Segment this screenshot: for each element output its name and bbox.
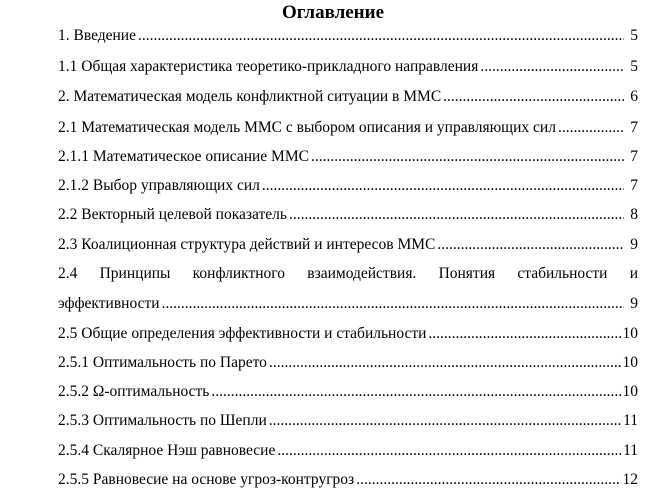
toc-entry-line1[interactable]: [58, 264, 638, 284]
toc-title: Оглавление: [281, 2, 385, 23]
dot-leader: [262, 176, 624, 196]
toc-entry-label: 2.1 Математическая модель ММС с выбором описания и управляющих сил: [58, 119, 556, 136]
toc-entry[interactable]: [58, 205, 638, 225]
dot-leader: [211, 382, 620, 402]
toc-entry-label: 2.5.3 Оптимальность по Шепли: [58, 412, 267, 429]
dot-leader: [138, 26, 624, 46]
toc-entry-page: 9: [630, 236, 638, 253]
toc-entry[interactable]: [58, 118, 638, 138]
toc-entry-page: 10: [622, 325, 638, 342]
toc-entry[interactable]: [58, 26, 638, 46]
toc-entry-page: 7: [630, 148, 638, 165]
dot-leader: [162, 294, 624, 314]
toc-entry[interactable]: [58, 87, 638, 107]
toc-entry-label: 2.5 Общие определения эффективности и стабильности: [58, 325, 427, 342]
dot-leader: [443, 87, 624, 107]
toc-entry-label: 2.4 Принципы конфликтного взаимодействия. Понятия стабильности и: [58, 265, 638, 282]
toc-entry-page: 8: [630, 206, 638, 223]
toc-entry-page: 6: [630, 88, 638, 105]
toc-entry-label: 2.1.2 Выбор управляющих сил: [58, 177, 260, 194]
toc-entry-label: 2.5.2 Ω-оптимальность: [58, 383, 210, 400]
toc-entry[interactable]: [58, 176, 638, 196]
toc-entry[interactable]: [58, 353, 638, 373]
toc-entry[interactable]: [58, 441, 638, 461]
toc-entry-page: 5: [630, 27, 638, 44]
toc-entry-label: 2. Математическая модель конфликтной ситуации в ММС: [58, 88, 442, 105]
toc-entry-label: 2.5.4 Скалярное Нэш равновесие: [58, 442, 276, 459]
toc-entry[interactable]: [58, 235, 638, 255]
toc-entry-page: 10: [622, 383, 638, 400]
toc-entry[interactable]: [58, 470, 638, 490]
toc-entry-label: 2.5.5 Равновесие на основе угроз-контругроз: [58, 471, 355, 488]
toc-entry[interactable]: [58, 382, 638, 402]
dot-leader: [311, 147, 624, 167]
toc-entry-label: эффективности: [58, 295, 160, 312]
toc-entry-page: 11: [623, 412, 638, 429]
dot-leader: [480, 57, 624, 77]
dot-leader: [269, 411, 621, 431]
dot-leader: [558, 118, 624, 138]
toc-entry[interactable]: [58, 324, 638, 344]
toc-entry-page: 7: [630, 119, 638, 136]
toc-entry-page: 11: [623, 442, 638, 459]
toc-entry-label: 2.3 Коалиционная структура действий и интересов ММС: [58, 236, 436, 253]
toc-entry-label: 1. Введение: [58, 27, 136, 44]
toc-entry-label: 2.2 Векторный целевой показатель: [58, 206, 287, 223]
dot-leader: [428, 324, 620, 344]
toc-entry-page: 9: [630, 295, 638, 312]
toc-entry[interactable]: [58, 57, 638, 77]
toc-entry[interactable]: [58, 411, 638, 431]
toc-entry-page: 7: [630, 177, 638, 194]
dot-leader: [437, 235, 624, 255]
toc-entry-label: 2.5.1 Оптимальность по Парето: [58, 354, 267, 371]
toc-entry-page: 5: [630, 58, 638, 75]
toc-entry-page: 10: [622, 354, 638, 371]
toc-entry-label: 1.1 Общая характеристика теоретико-прикладного направления: [58, 58, 479, 75]
dot-leader: [289, 205, 624, 225]
dot-leader: [277, 441, 621, 461]
toc-entry[interactable]: [58, 147, 638, 167]
dot-leader: [269, 353, 621, 373]
toc-entry-page: 12: [622, 471, 638, 488]
dot-leader: [356, 470, 620, 490]
toc-entry[interactable]: [58, 294, 638, 314]
toc-entry-label: 2.1.1 Математическое описание ММС: [58, 148, 309, 165]
